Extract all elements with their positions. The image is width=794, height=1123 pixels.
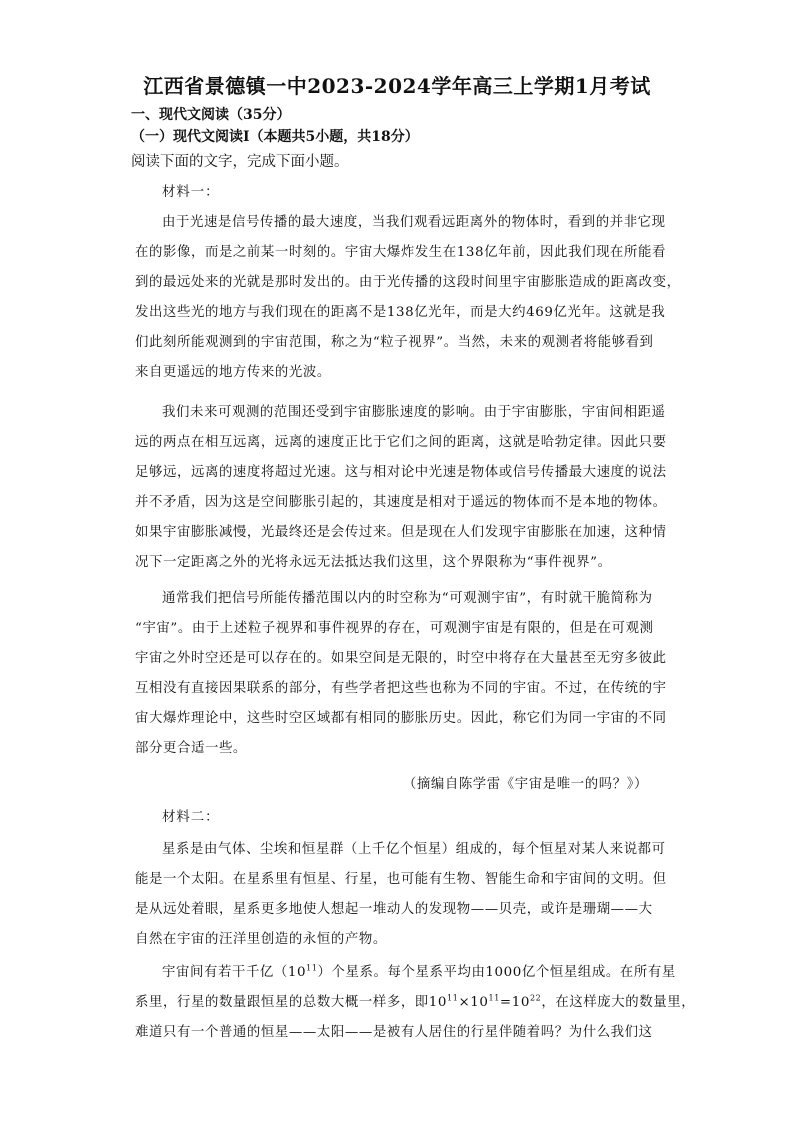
paragraph-line: 自然在宇宙的汪洋里创造的永恒的产物。 bbox=[135, 932, 387, 947]
paragraph-line: 由于光速是信号传播的最大速度，当我们观看远距离外的物体时，看到的并非它现 bbox=[162, 215, 666, 230]
paragraph-line: 如果宇宙膨胀减慢，光最终还是会传过来。但是现在人们发现宇宙膨胀在加速，这种情 bbox=[135, 525, 667, 540]
paragraph-line: 能是一个太阳。在星系里有恒星、行星，也可能有生物、智能生命和宇宙间的文明。但 bbox=[135, 872, 667, 887]
paragraph-line: 系里，行星的数量跟恒星的总数大概一样多，即$10^{11}\times 10^{11}=10^{22}$，在这样庞大的数量里， bbox=[135, 993, 696, 1010]
paragraph-line: 宇宙之外时空还是可以存在的。如果空间是无限的，时空中将存在大量甚至无穷多彼此 bbox=[135, 651, 667, 666]
paragraph-line: 们此刻所能观测到的宇宙范围，称之为“粒子视界”。当然，未来的观测者将能够看到 bbox=[135, 335, 654, 350]
material1-label: 材料一： bbox=[162, 185, 220, 200]
paragraph-line: 难道只有一个普通的恒星——太阳——是被有人居住的行星伴随着吗？为什么我们这 bbox=[135, 1025, 653, 1040]
source-citation: （摘编自陈学雷《宇宙是唯一的吗？》） bbox=[402, 777, 648, 792]
paragraph-line: 足够远，远离的速度将超过光速。这与相对论中光速是物体或信号传播最大速度的说法 bbox=[135, 465, 667, 480]
material2-label: 材料二： bbox=[162, 810, 220, 825]
paragraph-line: 宙大爆炸理论中，这些时空区域都有相同的膨胀历史。因此，称它们为同一宇宙的不同 bbox=[135, 711, 667, 726]
paragraph-line: 并不矛盾，因为这是空间膨胀引起的，其速度是相对于遥远的物体而不是本地的物体。 bbox=[135, 495, 667, 510]
paragraph-line: “宇宙”。由于上述粒子视界和事件视界的存在，可观测宇宙是有限的，但是在可观测 bbox=[135, 621, 654, 636]
section-heading-reading: 一、现代文阅读（35分） bbox=[131, 107, 291, 123]
paragraph-line: 互相没有直接因果联系的部分，有些学者把这些也称为不同的宇宙。不过，在传统的宇 bbox=[135, 681, 667, 696]
paragraph-line: 发出这些光的地方与我们现在的距离不是138亿光年，而是大约469亿光年。这就是我 bbox=[135, 305, 666, 320]
paragraph-line: 星系是由气体、尘埃和恒星群（上千亿个恒星）组成的，每个恒星对某人来说都可 bbox=[162, 842, 666, 857]
paragraph-line: 在的影像，而是之前某一时刻的。宇宙大爆炸发生在138亿年前，因此我们现在所能看 bbox=[135, 245, 667, 260]
paragraph-line: 远的两点在相互远离，远离的速度正比于它们之间的距离，这就是哈勃定律。因此只要 bbox=[135, 435, 667, 450]
paragraph-line: 宇宙间有若干千亿$(10^{11})$个星系。每个星系平均由1000亿个恒星组成。在所有星 bbox=[162, 963, 676, 980]
paragraph-line: 况下一定距离之外的光将永远无法抵达我们这里，这个界限称为“事件视界”。 bbox=[135, 555, 612, 570]
paragraph-line: 来自更遥远的地方传来的光波。 bbox=[135, 365, 331, 380]
subsection-heading: （一）现代文阅读Ⅰ（本题共5小题，共18分） bbox=[131, 129, 419, 145]
paragraph-line: 到的最远处来的光就是那时发出的。由于光传播的这段时间里宇宙膨胀造成的距离改变， bbox=[135, 275, 681, 290]
paragraph-line: 是从远处着眼，星系更多地使人想起一堆动人的发现物——贝壳，或许是珊瑚——大 bbox=[135, 902, 653, 917]
paragraph-line: 我们未来可观测的范围还受到宇宙膨胀速度的影响。由于宇宙膨胀，宇宙间相距遥 bbox=[162, 405, 666, 420]
paragraph-line: 通常我们把信号所能传播范围以内的时空称为“可观测宇宙”，有时就干脆简称为 bbox=[162, 591, 653, 606]
paragraph-line: 部分更合适一些。 bbox=[135, 741, 247, 756]
instruction-text: 阅读下面的文字，完成下面小题。 bbox=[131, 154, 349, 170]
page-title: 江西省景德镇一中2023-2024学年高三上学期1月考试 bbox=[143, 74, 651, 98]
